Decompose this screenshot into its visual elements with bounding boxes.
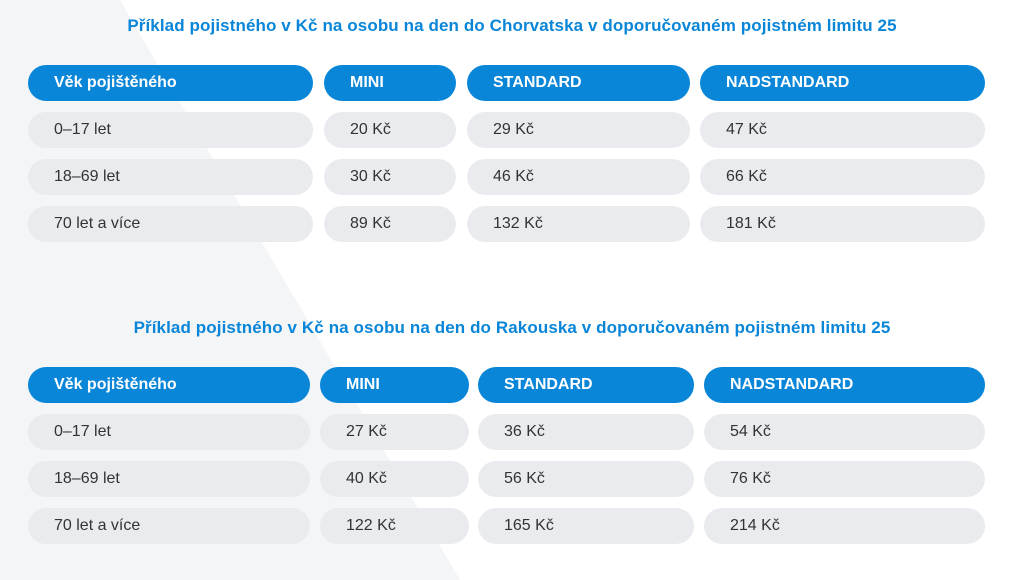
row-price-standard: 132 Kč (467, 206, 690, 242)
header-standard: STANDARD (478, 367, 694, 403)
header-age: Věk pojištěného (28, 65, 313, 101)
header-mini: MINI (320, 367, 469, 403)
row-age-label: 0–17 let (28, 414, 310, 450)
row-price-mini: 40 Kč (320, 461, 469, 497)
row-price-mini: 122 Kč (320, 508, 469, 544)
row-age-label: 70 let a více (28, 508, 310, 544)
table-title-croatia: Příklad pojistného v Kč na osobu na den do Chorvatska v doporučovaném pojistném limitu 25 (127, 16, 897, 35)
table-title-austria: Příklad pojistného v Kč na osobu na den do Rakouska v doporučovaném pojistném limitu 25 (133, 318, 891, 337)
row-price-standard: 36 Kč (478, 414, 694, 450)
row-price-standard: 29 Kč (467, 112, 690, 148)
row-price-mini: 27 Kč (320, 414, 469, 450)
header-mini: MINI (324, 65, 456, 101)
row-price-nadstandard: 47 Kč (700, 112, 985, 148)
row-price-nadstandard: 66 Kč (700, 159, 985, 195)
row-price-standard: 46 Kč (467, 159, 690, 195)
row-price-nadstandard: 76 Kč (704, 461, 985, 497)
row-age-label: 18–69 let (28, 159, 313, 195)
row-price-standard: 56 Kč (478, 461, 694, 497)
row-age-label: 70 let a více (28, 206, 313, 242)
header-nadstandard: NADSTANDARD (704, 367, 985, 403)
row-age-label: 0–17 let (28, 112, 313, 148)
row-price-mini: 30 Kč (324, 159, 456, 195)
row-price-nadstandard: 54 Kč (704, 414, 985, 450)
header-age: Věk pojištěného (28, 367, 310, 403)
row-age-label: 18–69 let (28, 461, 310, 497)
row-price-standard: 165 Kč (478, 508, 694, 544)
header-standard: STANDARD (467, 65, 690, 101)
row-price-mini: 20 Kč (324, 112, 456, 148)
row-price-nadstandard: 214 Kč (704, 508, 985, 544)
header-nadstandard: NADSTANDARD (700, 65, 985, 101)
row-price-mini: 89 Kč (324, 206, 456, 242)
row-price-nadstandard: 181 Kč (700, 206, 985, 242)
